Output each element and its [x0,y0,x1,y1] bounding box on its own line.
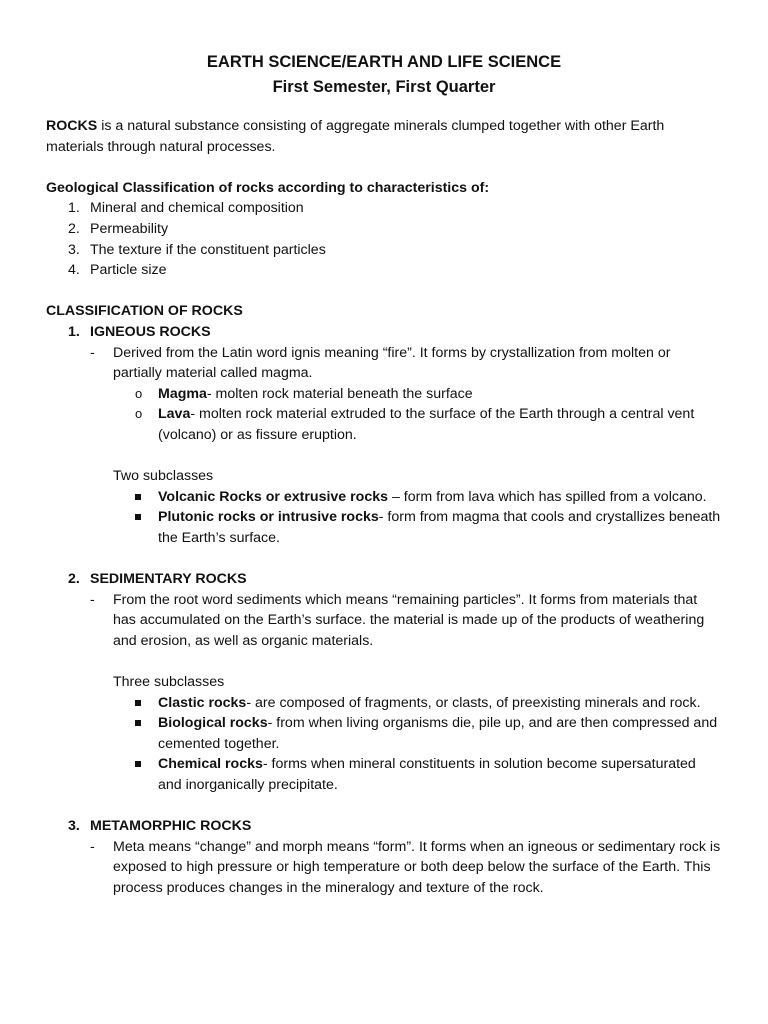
biological-item [46,713,722,754]
clastic-term: Clastic rocks [158,694,247,711]
plutonic-text: - form from magma that cools and crystallizes beneath the Earth’s surface. [158,509,721,546]
biological-text: - from when living organisms die, pile up, and are then compressed and cemented together. [158,715,718,752]
list-text: Permeability [90,220,169,237]
metamorphic-heading [46,816,722,837]
list-number: 4. [68,262,80,279]
section-number: 2. [68,571,80,588]
biological-term: Biological rocks [158,715,268,732]
chemical-item [46,754,722,795]
title-line: EARTH SCIENCE/EARTH AND LIFE SCIENCE [206,53,562,71]
lava-item [46,404,722,445]
igneous-subclasses-label: Two subclasses [113,468,214,485]
list-item [46,240,722,261]
list-text: Particle size [90,262,167,279]
chemical-text: - forms when mineral constituents in solution become supersaturated and inorganically precipitate. [158,756,696,793]
sedimentary-subclasses-label: Three subclasses [113,674,225,691]
magma-item [46,384,722,405]
metamorphic-description [46,837,722,899]
dash-marker: - [90,344,95,361]
lava-term: Lava [158,406,191,423]
sedimentary-heading [46,569,722,590]
square-bullet-icon [135,720,141,726]
lava-text: - molten rock material extruded to the surface of the Earth through a central vent (volcano) or as fissure eruption. [158,406,695,443]
section-title: SEDIMENTARY ROCKS [90,571,247,588]
magma-term: Magma [158,385,207,402]
circle-bullet-icon: o [135,385,143,401]
volcanic-text: – form from lava which has spilled from a volcano. [388,488,707,505]
volcanic-item [46,487,722,508]
square-bullet-icon [135,700,141,706]
section-title: IGNEOUS ROCKS [90,323,211,340]
square-bullet-icon [135,761,141,767]
sedimentary-description [46,590,722,652]
plutonic-item [46,507,722,548]
plutonic-term: Plutonic rocks or intrusive rocks [158,509,379,526]
section-number: 3. [68,818,80,835]
igneous-description [46,343,722,384]
volcanic-term: Volcanic Rocks or extrusive rocks [158,488,388,505]
classification-heading: CLASSIFICATION OF ROCKS [46,303,243,320]
list-number: 1. [68,200,80,217]
square-bullet-icon [135,514,141,520]
geological-heading: Geological Classification of rocks according to characteristics of: [46,179,490,196]
list-item [46,198,722,219]
dash-marker: - [90,591,95,608]
chemical-term: Chemical rocks [158,756,263,773]
list-text: The texture if the constituent particles [90,241,326,258]
magma-text: - molten rock material beneath the surface [206,385,473,402]
circle-bullet-icon: o [135,406,143,422]
subtitle-line: First Semester, First Quarter [272,78,496,96]
list-number: 3. [68,241,80,258]
intro-paragraph [46,116,722,157]
description-text: From the root word sediments which means “remaining particles”. It forms from materials that has accumulated on the Earth’s surface. the material is made up of the products of weathering and erosion, as well as organic materials. [113,591,705,649]
list-item [46,219,722,240]
list-text: Mineral and chemical composition [90,200,304,217]
igneous-heading [46,322,722,343]
clastic-item [46,693,722,714]
section-title: METAMORPHIC ROCKS [90,818,252,835]
section-number: 1. [68,323,80,340]
document-title [46,50,722,100]
dash-marker: - [90,838,95,855]
square-bullet-icon [135,494,141,500]
list-item [46,260,722,281]
clastic-text: - are composed of fragments, or clasts, of preexisting minerals and rock. [246,694,701,711]
description-text: Derived from the Latin word ignis meaning “fire”. It forms by crystallization from molten or partially material called magma. [113,344,671,382]
geological-list [46,198,722,280]
description-text: Meta means “change” and morph means “form”. It forms when an igneous or sedimentary rock is exposed to high pressure or high temperature or both deep below the surface of the Earth. This process produces changes in the mineralogy and texture of the rock. [113,838,721,896]
intro-term: ROCKS [46,118,98,134]
list-number: 2. [68,220,80,237]
intro-text: is a natural substance consisting of aggregate minerals clumped together with other Earth materials through natural processes. [46,118,665,155]
